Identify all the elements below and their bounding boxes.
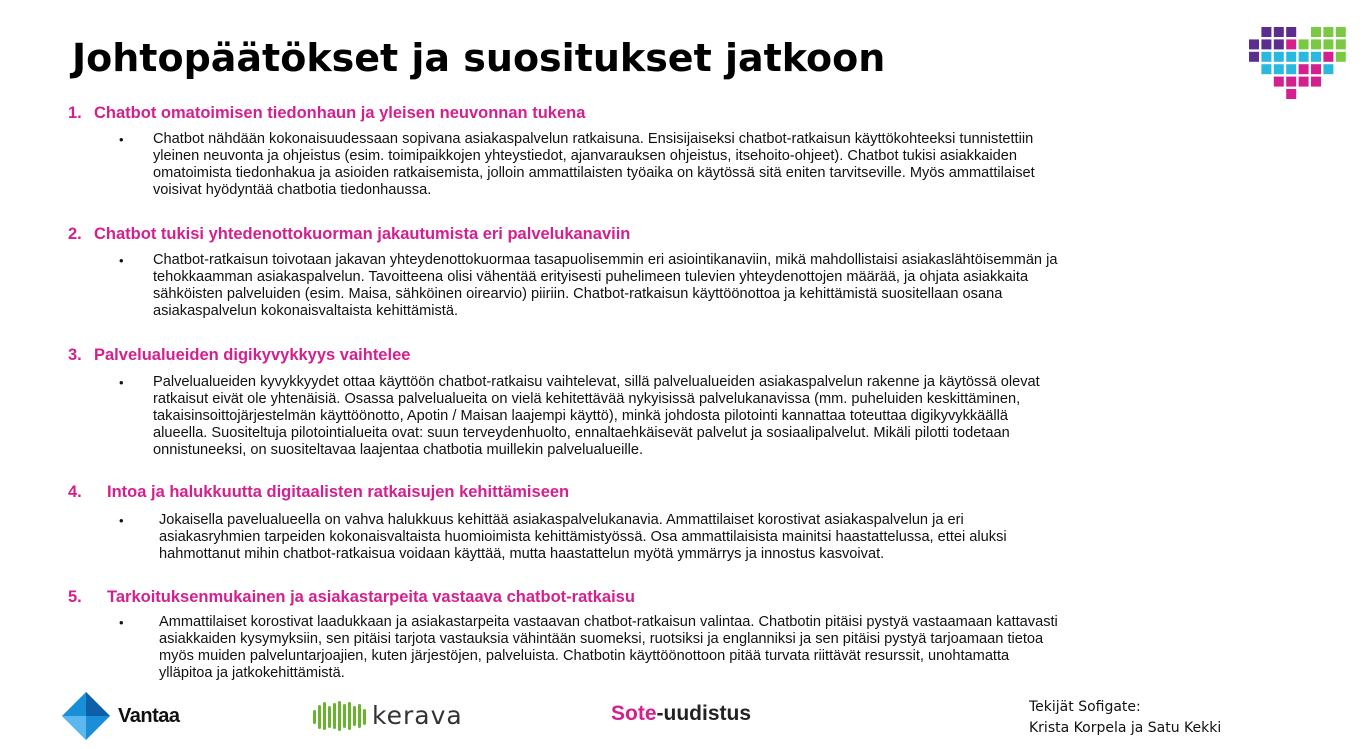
section-1-bullet [119, 131, 1233, 199]
text-line: asiakasryhmien tarpeiden kokonaisvaltaista huomioimista kehittämistyössä. Osa ammattilaisista mainitsi haastattelussa, ettei aluksi [159, 529, 1007, 545]
mosaic-tile [1261, 27, 1271, 37]
text-line: takaisinsoittojärjestelmän käyttöönotto, Apotin / Maisan laajempi käyttö), minkä johdosta pilotointi kannattaa toteuttaa digikyvykkäällä [153, 408, 1009, 424]
mosaic-tile [1261, 39, 1271, 49]
mosaic-tile [1274, 77, 1284, 87]
text-line: yleinen neuvonta ja ohjeistus (esim. toimipaikkojen yhteystiedot, ajanvarauksen ohjeistus, itsehoito-ohjeet). Chatbot tukisi asiakkaiden [153, 148, 1017, 164]
mosaic-tile [1323, 39, 1333, 49]
sote-logo-suffix: -uudistus [656, 702, 752, 725]
mosaic-tile [1274, 39, 1284, 49]
mosaic-tile [1274, 52, 1284, 62]
section-number: 4. [68, 483, 82, 501]
section-title: Chatbot tukisi yhtedenottokuorman jakautumista eri palvelukanaviin [94, 225, 631, 243]
mosaic-tile [1323, 64, 1333, 74]
mosaic-tile [1274, 64, 1284, 74]
section-number: 3. [68, 346, 82, 364]
text-line: Chatbot-ratkaisun toivotaan jakavan yhteydenottokuormaa tasapuolisemmin eri asiointikanaviin, mikä mahdollistaisi asiakaslähtöisemmän ja [153, 252, 1058, 268]
mosaic-tile [1286, 64, 1296, 74]
mosaic-logo [1248, 26, 1348, 110]
section-1-heading [68, 104, 585, 123]
text-line: Ammattilaiset korostivat laadukkaan ja asiakastarpeita vastaavan chatbot-ratkaisun valintaa. Chatbotin pitäisi pystyä vastaamaan kattavasti [159, 614, 1058, 630]
section-2-bullet [119, 252, 1243, 320]
page-title: Johtopäätökset ja suositukset jatkoon [72, 36, 886, 80]
mosaic-tile [1311, 39, 1321, 49]
text-line: Jokaisella pavelualueella on vahva halukkuus kehittää asiakaspalvelukanavia. Ammattilaiset korostivat asiakaspalvelun ja eri [159, 512, 964, 528]
bullet-dot: • [119, 513, 124, 528]
section-title: Tarkoituksenmukainen ja asiakastarpeita vastaava chatbot-ratkaisu [107, 588, 635, 606]
section-4-bullet [119, 512, 1229, 563]
mosaic-tile [1323, 27, 1333, 37]
text-line: omatoimista tiedonhakua ja asioiden ratkaisemista, jolloin ammattilaisten työaika on käytössä sitä eniten tarvitseville. Myös ammattilaiset [153, 165, 1035, 181]
text-line: hahmottanut mihin chatbot-ratkaisua voidaan käyttää, mutta haastattelun myötä ymmärrys ja innostus kasvoivat. [159, 546, 885, 562]
mosaic-tile [1311, 77, 1321, 87]
section-number: 5. [68, 588, 82, 606]
mosaic-tile [1311, 64, 1321, 74]
credits [1029, 697, 1221, 739]
mosaic-tile [1311, 27, 1321, 37]
text-line: sähköisten palveluiden (esim. Maisa, sähköinen oirearvio) piiriin. Chatbot-ratkaisun käyttöönottoa ja kehittämistä suositellaan osana [153, 286, 1003, 302]
sote-logo-prefix: Sote [611, 702, 657, 725]
section-4-heading [68, 483, 569, 502]
section-3-bullet [119, 374, 1233, 459]
section-number: 2. [68, 225, 82, 243]
mosaic-tile [1299, 39, 1309, 49]
text-line: onnistuneeksi, on suositeltavaa laajentaa chatbotia muillekin palvelualueille. [153, 442, 644, 458]
mosaic-tile [1261, 64, 1271, 74]
text-line: tehokkaamman asiakaspalvelun. Tavoitteena olisi vähentää erityisesti puhelimeen tulevien yhteydenottojen määrää, ja ohjata asiakkaita [153, 269, 1029, 285]
mosaic-tile [1286, 27, 1296, 37]
mosaic-tile [1286, 39, 1296, 49]
vantaa-logo-icon [60, 690, 112, 742]
mosaic-tile [1336, 52, 1346, 62]
bullet-dot: • [119, 253, 124, 268]
mosaic-tile [1299, 52, 1309, 62]
section-title: Palvelualueiden digikyvykkyys vaihtelee [94, 346, 411, 364]
text-line: alueella. Suositeltuja pilotointialueita ovat: suun terveydenhuolto, ennaltaehkäisevät palvelut ja sosiaalipalvelut. Mikäli pilotti todetaan [153, 425, 1010, 441]
text-line: asiakkaiden kysymyksiin, sen pitäisi tarjota vastauksia vähintään suomeksi, ruotsiksi ja englanniksi ja sen pitäisi pystyä tarjoamaan tietoa [159, 631, 1044, 647]
mosaic-tile [1299, 64, 1309, 74]
section-number: 1. [68, 104, 82, 122]
section-title: Intoa ja halukkuutta digitaalisten ratkaisujen kehittämiseen [107, 483, 570, 501]
credits-line: Tekijät Sofigate: [1029, 699, 1141, 715]
section-5-heading [68, 588, 635, 607]
kerava-logo-text: kerava [372, 701, 463, 730]
text-line: asiakaspalvelun kokonaisvaltaista kehittämistä. [153, 303, 459, 319]
text-line: myös muiden palveluntarjoajien, kuten järjestöjen, palveluista. Chatbotin käyttöönottoon pitää turvata riittävät resurssit, unohtamatta [159, 648, 1010, 664]
mosaic-tile [1336, 27, 1346, 37]
kerava-logo-icon [312, 700, 370, 732]
text-line: voisivat hyödyntää chatbotia tiedonhaussa. [153, 182, 432, 198]
bullet-dot: • [119, 375, 124, 390]
mosaic-tile [1311, 52, 1321, 62]
mosaic-tile [1249, 52, 1259, 62]
mosaic-tile [1286, 89, 1296, 99]
mosaic-tile [1323, 52, 1333, 62]
mosaic-tile [1286, 77, 1296, 87]
section-5-bullet [119, 614, 1239, 682]
credits-line: Krista Korpela ja Satu Kekki [1029, 720, 1222, 736]
text-line: ylläpitoa ja jatkokehittämistä. [159, 665, 345, 681]
section-3-heading [68, 346, 410, 365]
bullet-dot: • [119, 615, 124, 630]
mosaic-tile [1286, 52, 1296, 62]
section-2-heading [68, 225, 630, 244]
section-title: Chatbot omatoimisen tiedonhaun ja yleisen neuvonnan tukena [94, 104, 586, 122]
mosaic-tile [1261, 52, 1271, 62]
mosaic-tile [1274, 27, 1284, 37]
mosaic-tile [1336, 39, 1346, 49]
sote-uudistus-logo [611, 702, 751, 726]
bullet-dot: • [119, 132, 124, 147]
text-line: ratkaisut eivät ole yhtenäisiä. Osassa palvelualueita on vielä kehitettävää nykyisissä palvelukanavissa (mm. puheluiden keskittäminen, [153, 391, 1021, 407]
text-line: Chatbot nähdään kokonaisuudessaan sopivana asiakaspalvelun ratkaisuna. Ensisijaiseksi chatbot-ratkaisun käyttökohteeksi tunnistettiin [153, 131, 1034, 147]
mosaic-tile [1299, 77, 1309, 87]
mosaic-tile [1249, 39, 1259, 49]
vantaa-logo-text: Vantaa [118, 705, 180, 727]
text-line: Palvelualueiden kyvykkyydet ottaa käyttöön chatbot-ratkaisu vaihtelevat, sillä palvelualueiden asiakaspalvelun rakenne ja käytössä olevat [153, 374, 1040, 390]
